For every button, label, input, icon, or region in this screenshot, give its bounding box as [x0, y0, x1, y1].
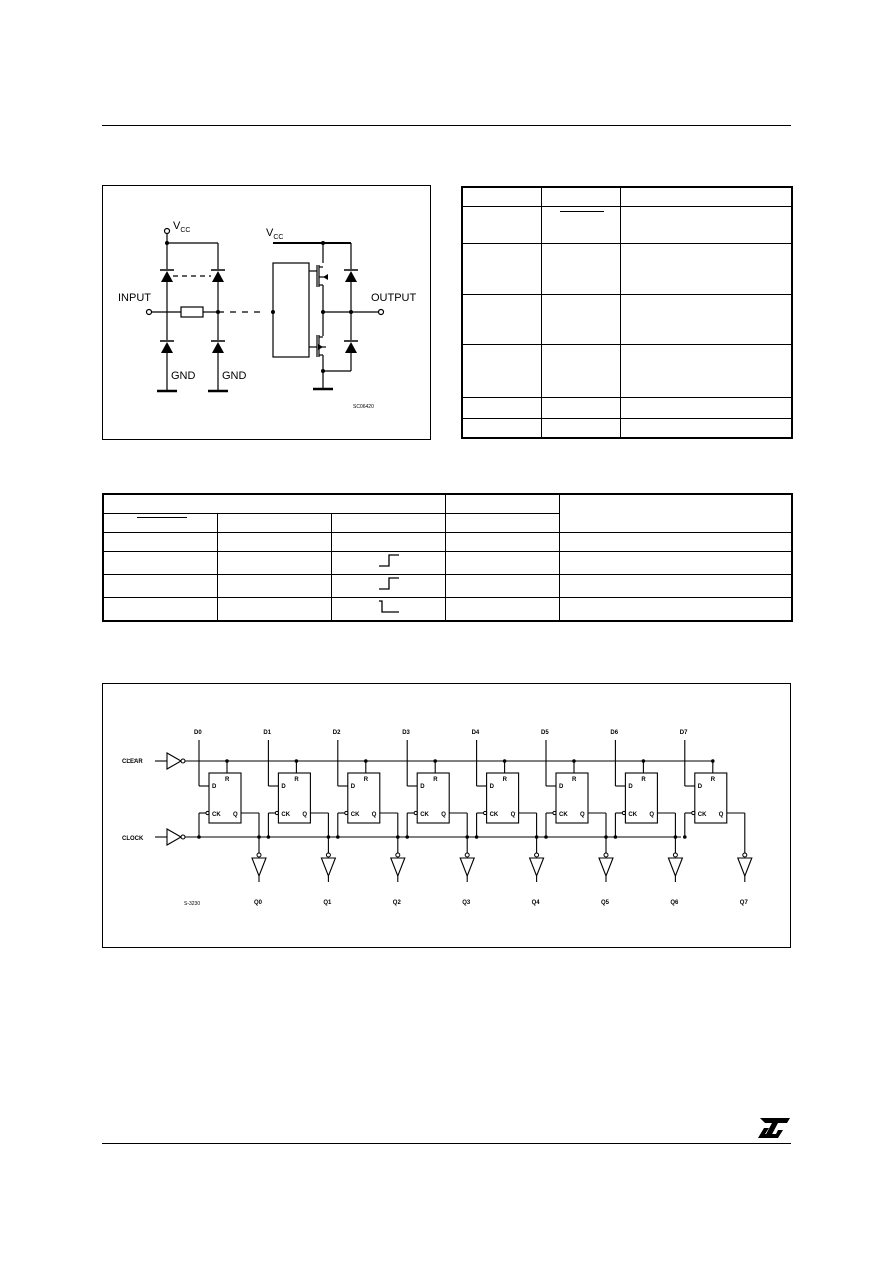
data-input-label: D2: [332, 730, 341, 736]
ff-ck-label: CK: [697, 812, 707, 818]
io-equivalent-circuit: [103, 186, 430, 439]
truth-table-header-row: [103, 494, 792, 513]
output-label: Q0: [254, 900, 263, 906]
output-buffer: [530, 858, 544, 876]
logic-diagram: [103, 684, 790, 947]
logic-diagram-panel: [102, 683, 791, 948]
clock-bubble: [484, 811, 487, 814]
overline-mark: [137, 517, 187, 518]
rising-edge-icon: [332, 575, 446, 592]
clock-bubble: [275, 811, 278, 814]
clock-bubble: [206, 811, 209, 814]
junction-dot: [711, 759, 715, 763]
truth-table: [102, 493, 793, 622]
table-row: [462, 418, 792, 438]
falling-edge-icon: [332, 598, 446, 615]
junction-dot: [465, 835, 469, 839]
ff-d-label: D: [212, 784, 217, 790]
ff-d-label: D: [559, 784, 564, 790]
clock-bubble: [692, 811, 695, 814]
ff-ck-label: CK: [350, 812, 360, 818]
ff-r-label: R: [225, 777, 230, 783]
ff-qbar-label: Q: [580, 812, 585, 818]
buffer-bubble: [535, 853, 539, 857]
junction-dot: [225, 759, 229, 763]
pin-description-table: [461, 186, 793, 439]
clock-bubble: [414, 811, 417, 814]
junction-dot: [503, 759, 507, 763]
ff-r-label: R: [502, 777, 507, 783]
junction-dot: [295, 759, 299, 763]
junction-dot: [475, 835, 479, 839]
junction-dot: [544, 835, 548, 839]
overline-mark: [560, 211, 604, 212]
ff-qbar-label: Q: [510, 812, 516, 818]
junction-dot: [535, 835, 539, 839]
data-input-label: D6: [610, 730, 619, 736]
truth-table-row: [103, 574, 792, 597]
ff-d-label: D: [697, 784, 703, 790]
truth-table-row: [103, 551, 792, 574]
junction-dot: [327, 835, 331, 839]
clear-label: CLEAR: [122, 759, 143, 765]
junction-dot: [197, 835, 201, 839]
ff-qbar-label: Q: [441, 812, 446, 818]
ff-d-label: D: [281, 784, 286, 790]
ff-ck-label: CK: [281, 812, 291, 818]
clock-bubble: [622, 811, 625, 814]
output-label: Q6: [670, 900, 679, 906]
ff-d-label: D: [628, 784, 633, 790]
junction-dot: [364, 759, 368, 763]
junction-dot: [674, 835, 678, 839]
buffer-bubble: [257, 853, 261, 857]
junction-dot: [396, 835, 400, 839]
junction-dot: [405, 835, 409, 839]
gnd-label-2: GND: [222, 370, 247, 382]
ff-r-label: R: [572, 777, 577, 783]
output-buffer: [599, 858, 613, 876]
data-input-label: D4: [471, 730, 480, 736]
junction-dot: [604, 835, 608, 839]
data-input-label: D5: [541, 730, 549, 736]
junction-dot: [257, 835, 261, 839]
input-label: INPUT: [118, 292, 151, 304]
junction-dot: [267, 835, 271, 839]
junction-dot: [683, 835, 687, 839]
ff-ck-label: CK: [628, 812, 638, 818]
buffer-bubble: [743, 853, 747, 857]
clock-label: CLOCK: [122, 836, 144, 842]
table-header-row: [462, 187, 792, 206]
output-label: Q3: [462, 900, 471, 906]
circuit-figure-code: SC06420: [353, 404, 374, 410]
header-rule: [102, 125, 791, 126]
ff-r-label: R: [641, 777, 646, 783]
rising-edge-icon: [332, 552, 446, 569]
data-input-label: D3: [402, 730, 410, 736]
buffer-bubble: [465, 853, 469, 857]
ff-ck-label: CK: [489, 812, 499, 818]
junction-dot: [336, 835, 340, 839]
data-input-label: D7: [679, 730, 688, 736]
vcc-left-label: $V_{CC}$: [173, 220, 191, 234]
output-buffer: [391, 858, 405, 876]
output-buffer: [252, 858, 266, 876]
truth-table-row: [103, 532, 792, 551]
ff-r-label: R: [433, 777, 438, 783]
junction-dot: [614, 835, 618, 839]
output-buffer: [668, 858, 682, 876]
table-row: [462, 397, 792, 418]
output-label: Q4: [531, 900, 540, 906]
output-label: OUTPUT: [371, 292, 417, 304]
data-input-label: D1: [263, 730, 272, 736]
ff-r-label: R: [294, 777, 299, 783]
clock-bubble: [553, 811, 556, 814]
truth-table-row: [103, 597, 792, 621]
output-buffer: [321, 858, 335, 876]
table-row: [462, 243, 792, 294]
ff-qbar-label: Q: [718, 812, 724, 818]
table-row: [462, 294, 792, 344]
ff-d-label: D: [420, 784, 425, 790]
junction-dot: [642, 759, 646, 763]
ff-r-label: R: [710, 777, 716, 783]
ff-qbar-label: Q: [233, 812, 238, 818]
output-label: Q5: [601, 900, 610, 906]
output-buffer: [460, 858, 474, 876]
ff-ck-label: CK: [420, 812, 429, 818]
table-row: [462, 344, 792, 397]
buffer-bubble: [396, 853, 400, 857]
io-equivalent-circuit-panel: [102, 185, 431, 440]
gnd-label-1: GND: [171, 370, 196, 382]
ff-d-label: D: [350, 784, 356, 790]
output-buffer: [738, 858, 752, 876]
data-input-label: D0: [194, 730, 202, 736]
ff-ck-label: CK: [559, 812, 568, 818]
footer-rule: [102, 1143, 791, 1144]
st-logo-icon: [756, 1116, 792, 1140]
ff-qbar-label: Q: [371, 812, 377, 818]
output-label: Q1: [323, 900, 332, 906]
ff-r-label: R: [363, 777, 369, 783]
junction-dot: [433, 759, 437, 763]
ff-ck-label: CK: [212, 812, 221, 818]
table-row: [462, 206, 792, 243]
output-label: Q2: [392, 900, 401, 906]
clock-bubble: [345, 811, 348, 814]
ff-d-label: D: [489, 784, 494, 790]
logic-figure-code: S-3230: [184, 901, 201, 907]
junction-dot: [572, 759, 576, 763]
buffer-bubble: [326, 853, 330, 857]
output-label: Q7: [739, 900, 748, 906]
vcc-right-label: $V_{CC}$: [266, 227, 284, 241]
buffer-bubble: [673, 853, 677, 857]
buffer-bubble: [604, 853, 608, 857]
ff-qbar-label: Q: [302, 812, 308, 818]
ff-qbar-label: Q: [649, 812, 655, 818]
